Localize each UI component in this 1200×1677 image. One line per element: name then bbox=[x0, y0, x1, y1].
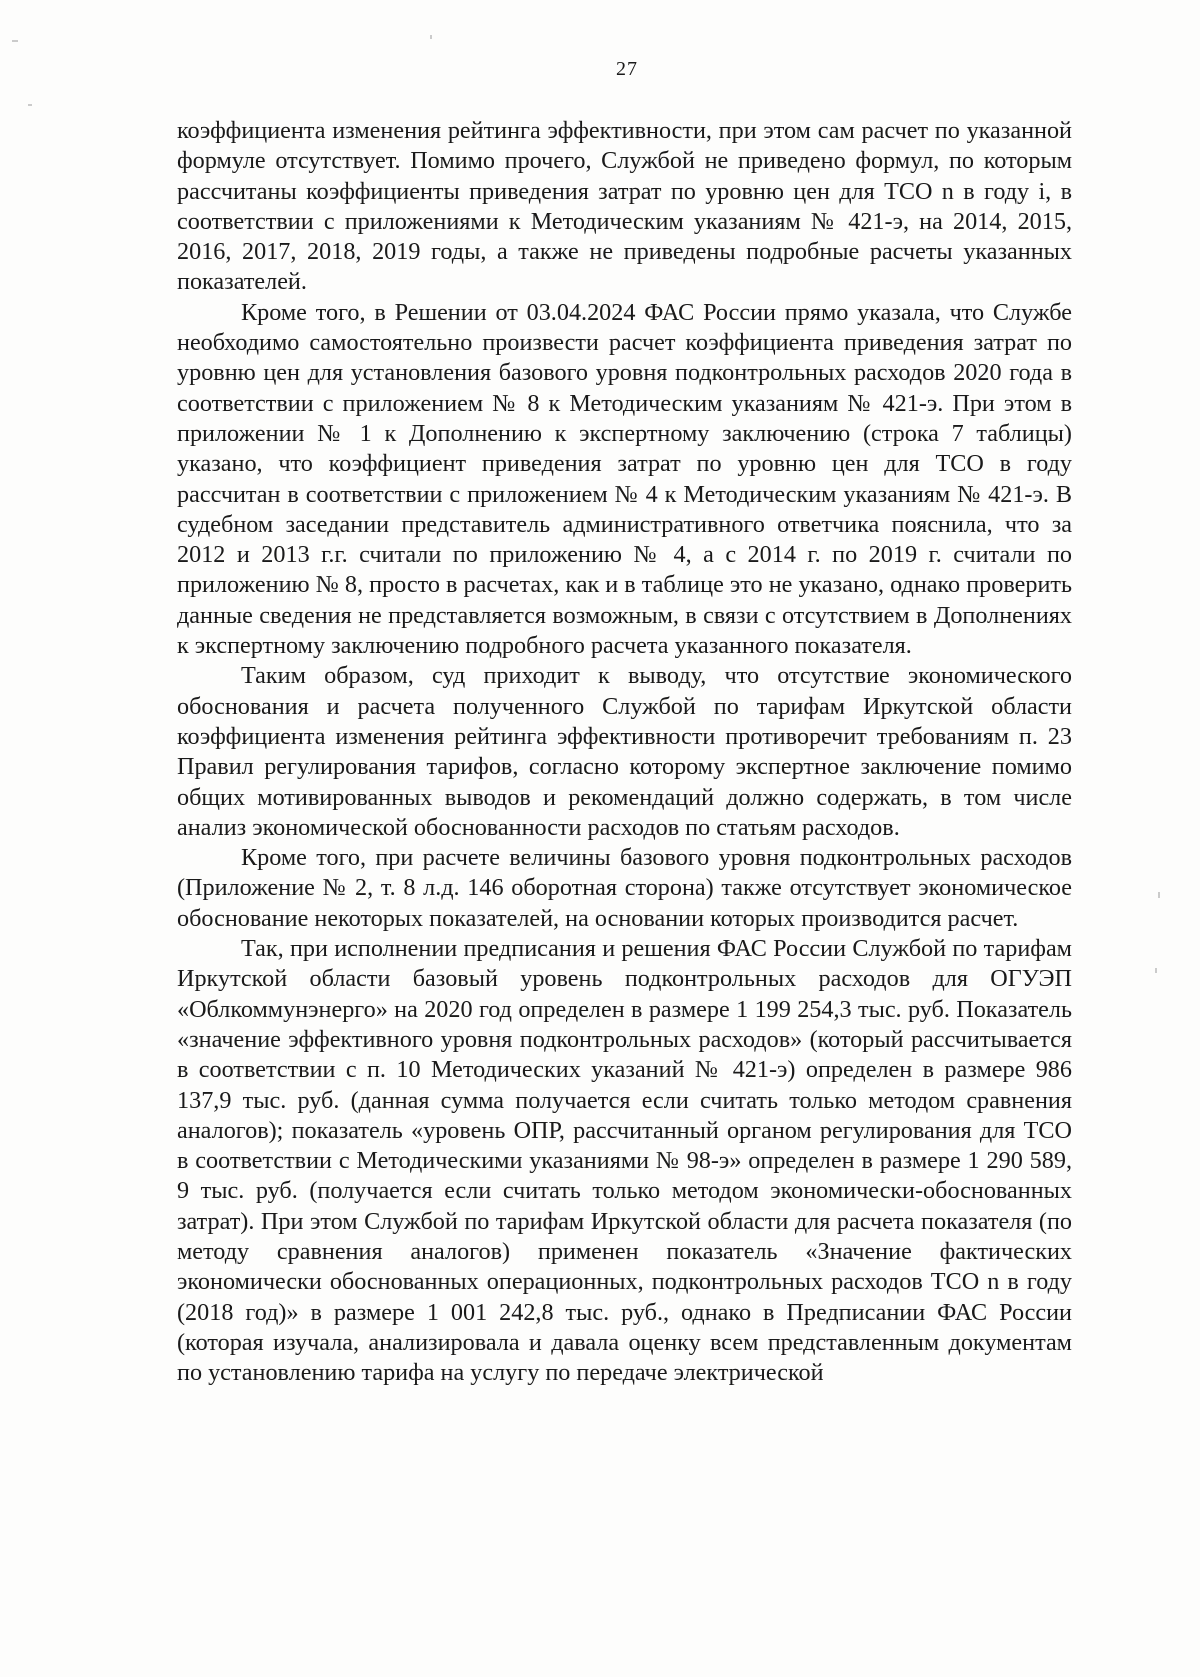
scan-speck bbox=[1158, 892, 1160, 898]
scan-speck bbox=[430, 35, 432, 39]
paragraph: Так, при исполнении предписания и решения ФАС России Службой по тарифам Иркутской области базовый уровень подконтрольных расходов для ОГУЭП «Облкоммунэнерго» на 2020 год определен в размере 1 199 254,3 тыс. руб. Показатель «значение эффективного уровня подконтрольных расходов» (который рассчитывается в соответствии с п. 10 Методических указаний № 421-э) определен в размере 986 137,9 тыс. руб. (данная сумма получается если считать только методом сравнения аналогов); показатель «уровень ОПР, рассчитанный органом регулирования для ТСО в соответствии с Методическими указаниями № 98-э» определен в размере 1 290 589, 9 тыс. руб. (получается если считать только методом экономически-обоснованных затрат). При этом Службой по тарифам Иркутской области для расчета показателя (по методу сравнения аналогов) применен показатель «Значение фактических экономически обоснованных операционных, подконтрольных расходов ТСО n в году (2018 год)» в размере 1 001 242,8 тыс. руб., однако в Предписании ФАС России (которая изучала, анализировала и давала оценку всем представленным документам по установлению тарифа на услугу по передаче электрической bbox=[177, 935, 1072, 1387]
scan-speck bbox=[12, 40, 18, 42]
paragraph: коэффициента изменения рейтинга эффективности, при этом сам расчет по указанной формуле отсутствует. Помимо прочего, Службой не приведено формул, по которым рассчитаны коэффициенты приведения затрат по уровню цен для ТСО n в году i, в соответствии с приложениями к Методическим указаниям № 421-э, на 2014, 2015, 2016, 2017, 2018, 2019 годы, а также не приведены подробные расчеты указанных показателей. bbox=[177, 117, 1072, 296]
document-body bbox=[177, 116, 1072, 1388]
paragraph: Таким образом, суд приходит к выводу, что отсутствие экономического обоснования и расчета полученного Службой по тарифам Иркутской области коэффициента изменения рейтинга эффективности противоречит требованиям п. 23 Правил регулирования тарифов, согласно которому экспертное заключение помимо общих мотивированных выводов и рекомендаций должно содержать, в том числе анализ экономической обоснованности расходов по статьям расходов. bbox=[177, 662, 1072, 841]
scan-speck bbox=[1155, 968, 1157, 973]
scan-speck bbox=[28, 104, 32, 106]
page-number: 27 bbox=[616, 58, 638, 80]
paragraph: Кроме того, в Решении от 03.04.2024 ФАС России прямо указала, что Службе необходимо самостоятельно произвести расчет коэффициента приведения затрат по уровню цен для установления базового уровня подконтрольных расходов 2020 года в соответствии с приложением № 8 к Методическим указаниям № 421-э. При этом в приложении № 1 к Дополнению к экспертному заключению (строка 7 таблицы) указано, что коэффициент приведения затрат по уровню цен для ТСО в году рассчитан в соответствии с приложением № 4 к Методическим указаниям № 421-э. В судебном заседании представитель административного ответчика пояснила, что за 2012 и 2013 г.г. считали по приложению № 4, а с 2014 г. по 2019 г. считали по приложению № 8, просто в расчетах, как и в таблице это не указано, однако проверить данные сведения не представляется возможным, в связи с отсутствием в Дополнениях к экспертному заключению подробного расчета указанного показателя. bbox=[177, 298, 1072, 660]
paragraph: Кроме того, при расчете величины базового уровня подконтрольных расходов (Приложение № 2, т. 8 л.д. 146 оборотная сторона) также отсутствует экономическое обоснование некоторых показателей, на основании которых производится расчет. bbox=[177, 844, 1072, 932]
